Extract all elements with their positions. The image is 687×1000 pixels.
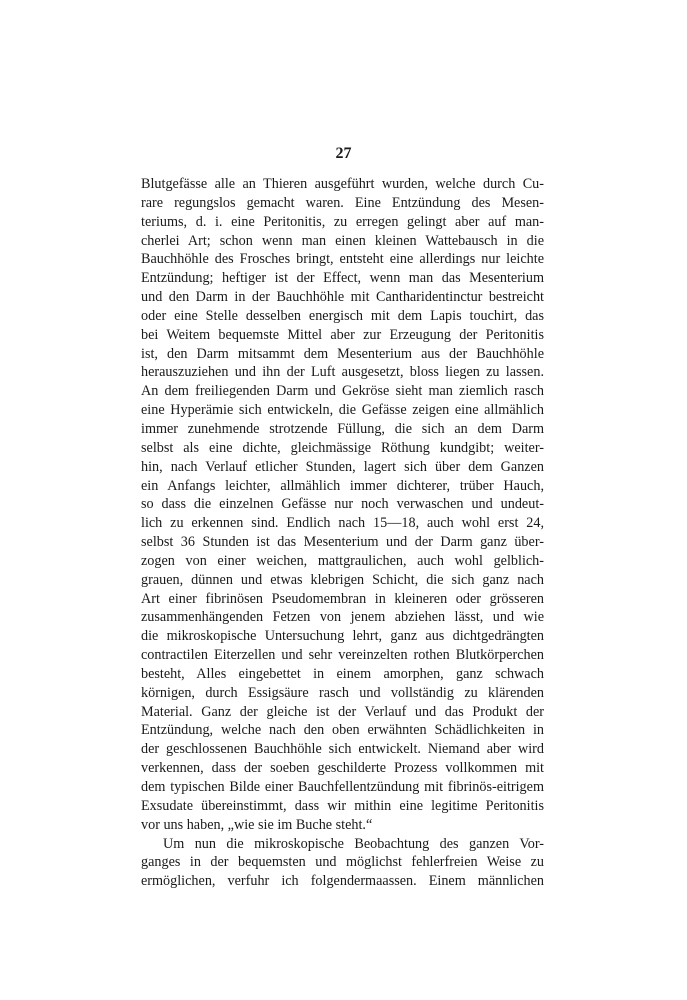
text-line: die mikroskopische Untersuchung lehrt, ganz aus dichtgedrängten [141,628,544,645]
text-line: ist, den Darm mitsammt dem Mesenterium aus der Bauchhöhle [141,345,544,362]
text-line: contractilen Eiterzellen und sehr vereinzelten rothen Blutkörperchen [141,647,544,664]
text-line: vor uns haben, „wie sie im Buche steht.“ [141,816,373,833]
text-line: Art einer fibrinösen Pseudomembran in kleineren oder grösseren [141,590,544,607]
text-line: eine Hyperämie sich entwickeln, die Gefässe zeigen eine allmählich [141,402,544,419]
text-line: Material. Ganz der gleiche ist der Verlauf und das Produkt der [141,703,544,720]
text-line: selbst als eine dichte, gleichmässige Röthung kundgibt; weiter- [141,439,544,456]
text-line: hin, nach Verlauf etlicher Stunden, lagert sich über dem Ganzen [141,458,544,475]
text-line: so dass die einzelnen Gefässe nur noch verwaschen und undeut- [141,496,544,513]
text-line: cherlei Art; schon wenn man einen kleinen Wattebausch in die [141,232,544,249]
text-line: immer zunehmende strotzende Füllung, die sich an dem Darm [141,420,544,437]
text-line: grauen, dünnen und etwas klebrigen Schicht, die sich ganz nach [141,571,544,588]
text-line: oder eine Stelle desselben energisch mit dem Lapis touchirt, das [141,307,544,324]
text-line: Blutgefässe alle an Thieren ausgeführt wurden, welche durch Cu- [141,176,544,192]
text-line: An dem freiliegenden Darm und Gekröse sieht man ziemlich rasch [141,383,544,400]
text-line: Bauchhöhle des Frosches bringt, entsteht eine allerdings nur leichte [141,251,544,268]
text-line: Entzündung; heftiger ist der Effect, wenn man das Mesenterium [141,270,544,287]
text-line: herauszuziehen und ihn der Luft ausgesetzt, bloss liegen zu lassen. [141,364,544,381]
text-line: bei Weitem bequemste Mittel aber zur Erzeugung der Peritonitis [141,326,544,343]
body-text [141,175,544,891]
text-line: der geschlossenen Bauchhöhle sich entwickelt. Niemand aber wird [141,741,544,758]
text-line: zogen von einer weichen, mattgraulichen, auch wohl gelblich- [141,552,544,569]
text-line: und den Darm in der Bauchhöhle mit Cantharidentinctur bestreicht [141,289,544,306]
text-line: ermöglichen, verfuhr ich folgendermaassen. Einem männlichen [141,873,544,890]
text-line: lich zu erkennen sind. Endlich nach 15—18, auch wohl erst 24, [141,515,544,532]
text-line: ein Anfangs leichter, allmählich immer dichterer, trüber Hauch, [141,477,544,494]
text-line: teriums, d. i. eine Peritonitis, zu erregen gelingt aber auf man- [141,213,544,230]
page-number: 27 [335,145,352,162]
text-line: körnigen, durch Essigsäure rasch und vollständig zu klärenden [141,684,544,701]
text-line: rare regungslos gemacht waren. Eine Entzündung des Mesen- [141,194,544,211]
text-line: Um nun die mikroskopische Beobachtung des ganzen Vor- [163,835,544,852]
text-line: ganges in der bequemsten und möglichst fehlerfreien Weise zu [141,854,544,871]
text-line: verkennen, dass der soeben geschilderte Prozess vollkommen mit [141,760,544,777]
text-line: Exsudate übereinstimmt, dass wir mithin eine legitime Peritonitis [141,797,544,814]
text-line: Entzündung, welche nach den oben erwähnten Schädlichkeiten in [141,722,544,739]
text-line: zusammenhängenden Fetzen von jenem abziehen lässt, und wie [141,609,544,626]
text-line: selbst 36 Stunden ist das Mesenterium und der Darm ganz über- [141,534,544,551]
text-line: besteht, Alles eingebettet in einem amorphen, ganz schwach [141,665,544,682]
text-line: dem typischen Bilde einer Bauchfellentzündung mit fibrinös-eitrigem [141,779,544,795]
